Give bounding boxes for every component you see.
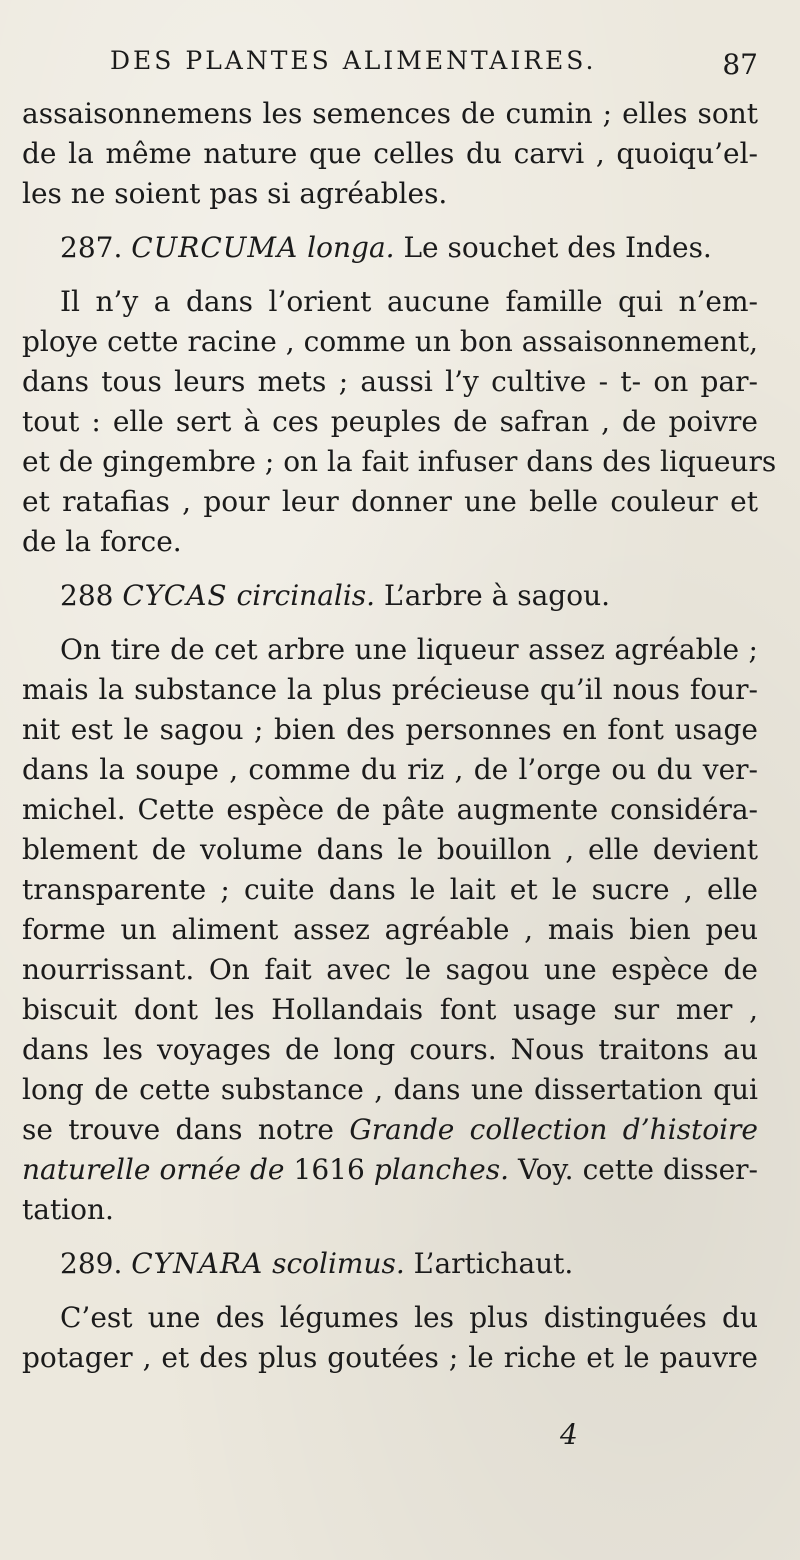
book-title-segment: Grande collection d’histoire [349, 1113, 758, 1146]
text-line: dans tous leurs mets ; aussi l’y cultive - t- on par- [22, 365, 758, 398]
text-line: tout : elle sert à ces peuples de safran , de poivre [22, 405, 758, 438]
entry-paragraph-287 [22, 282, 777, 562]
entry-heading-287 [22, 228, 758, 268]
text-line: On tire de cet arbre une liqueur assez agréable ; [60, 633, 758, 666]
text-line: biscuit dont les Hollandais font usage sur mer , [22, 993, 758, 1026]
text-line-mixed [22, 1110, 758, 1150]
text-line: assaisonnemens les semences de cumin ; elles sont [22, 97, 758, 130]
text-line: nourrissant. On fait avec le sagou une espèce de [22, 953, 758, 986]
species-name: scolimus. [272, 1247, 405, 1280]
text-line: les ne soient pas si agréables. [22, 177, 448, 210]
text-line: mais la substance la plus précieuse qu’il nous four- [22, 673, 758, 706]
book-title-segment: naturelle ornée de [22, 1153, 285, 1186]
entry-number: 287. [60, 231, 123, 264]
continued-paragraph [22, 94, 758, 214]
text-line: de la force. [22, 525, 182, 558]
text-line: forme un aliment assez agréable , mais bien peu [22, 913, 758, 946]
text-line: dans les voyages de long cours. Nous traitons au [22, 1033, 758, 1066]
common-name: L’artichaut. [413, 1247, 574, 1280]
page-header [22, 38, 758, 94]
text-line: et ratafias , pour leur donner une belle couleur et [22, 485, 758, 518]
plate-count: 1616 [293, 1153, 365, 1186]
text-line: long de cette substance , dans une dissertation qui [22, 1073, 758, 1106]
species-name: circinalis. [236, 579, 376, 612]
entry-number: 289. [60, 1247, 123, 1280]
entry-number: 288 [60, 579, 114, 612]
text-line: tation. [22, 1193, 114, 1226]
genus-name: CYNARA [131, 1247, 264, 1280]
text-line-mixed [22, 1150, 758, 1190]
entry-paragraph-289 [22, 1298, 758, 1378]
book-title-segment: planches. [373, 1153, 509, 1186]
text-segment: se trouve dans notre [22, 1113, 334, 1146]
text-line: transparente ; cuite dans le lait et le sucre , elle [22, 873, 758, 906]
text-line: ploye cette racine , comme un bon assaisonnement, [22, 325, 758, 358]
genus-name: CYCAS [122, 579, 228, 612]
entry-paragraph-288 [22, 630, 758, 1230]
page-number: 87 [722, 48, 758, 81]
entry-heading-288 [22, 576, 758, 616]
text-line: michel. Cette espèce de pâte augmente considéra- [22, 793, 758, 826]
text-line: potager , et des plus goutées ; le riche et le pauvre [22, 1341, 758, 1374]
running-head: DES PLANTES ALIMENTAIRES. [110, 46, 597, 75]
signature-mark: 4 [560, 1418, 578, 1451]
text-line: et de gingembre ; on la fait infuser dans des liqueurs [22, 445, 777, 478]
common-name: Le souchet des Indes. [403, 231, 712, 264]
text-line: de la même nature que celles du carvi , quoiqu’el- [22, 137, 758, 170]
text-segment: Voy. cette disser- [518, 1153, 758, 1186]
text-line: nit est le sagou ; bien des personnes en font usage [22, 713, 758, 746]
text-line: C’est une des légumes les plus distinguées du [60, 1301, 758, 1334]
common-name: L’arbre à sagou. [384, 579, 611, 612]
text-line: dans la soupe , comme du riz , de l’orge ou du ver- [22, 753, 758, 786]
genus-name: CURCUMA [131, 231, 299, 264]
entry-heading-289 [22, 1244, 758, 1284]
text-line: blement de volume dans le bouillon , elle devient [22, 833, 758, 866]
species-name: longa. [307, 231, 395, 264]
text-line: Il n’y a dans l’orient aucune famille qui n’em- [60, 285, 758, 318]
